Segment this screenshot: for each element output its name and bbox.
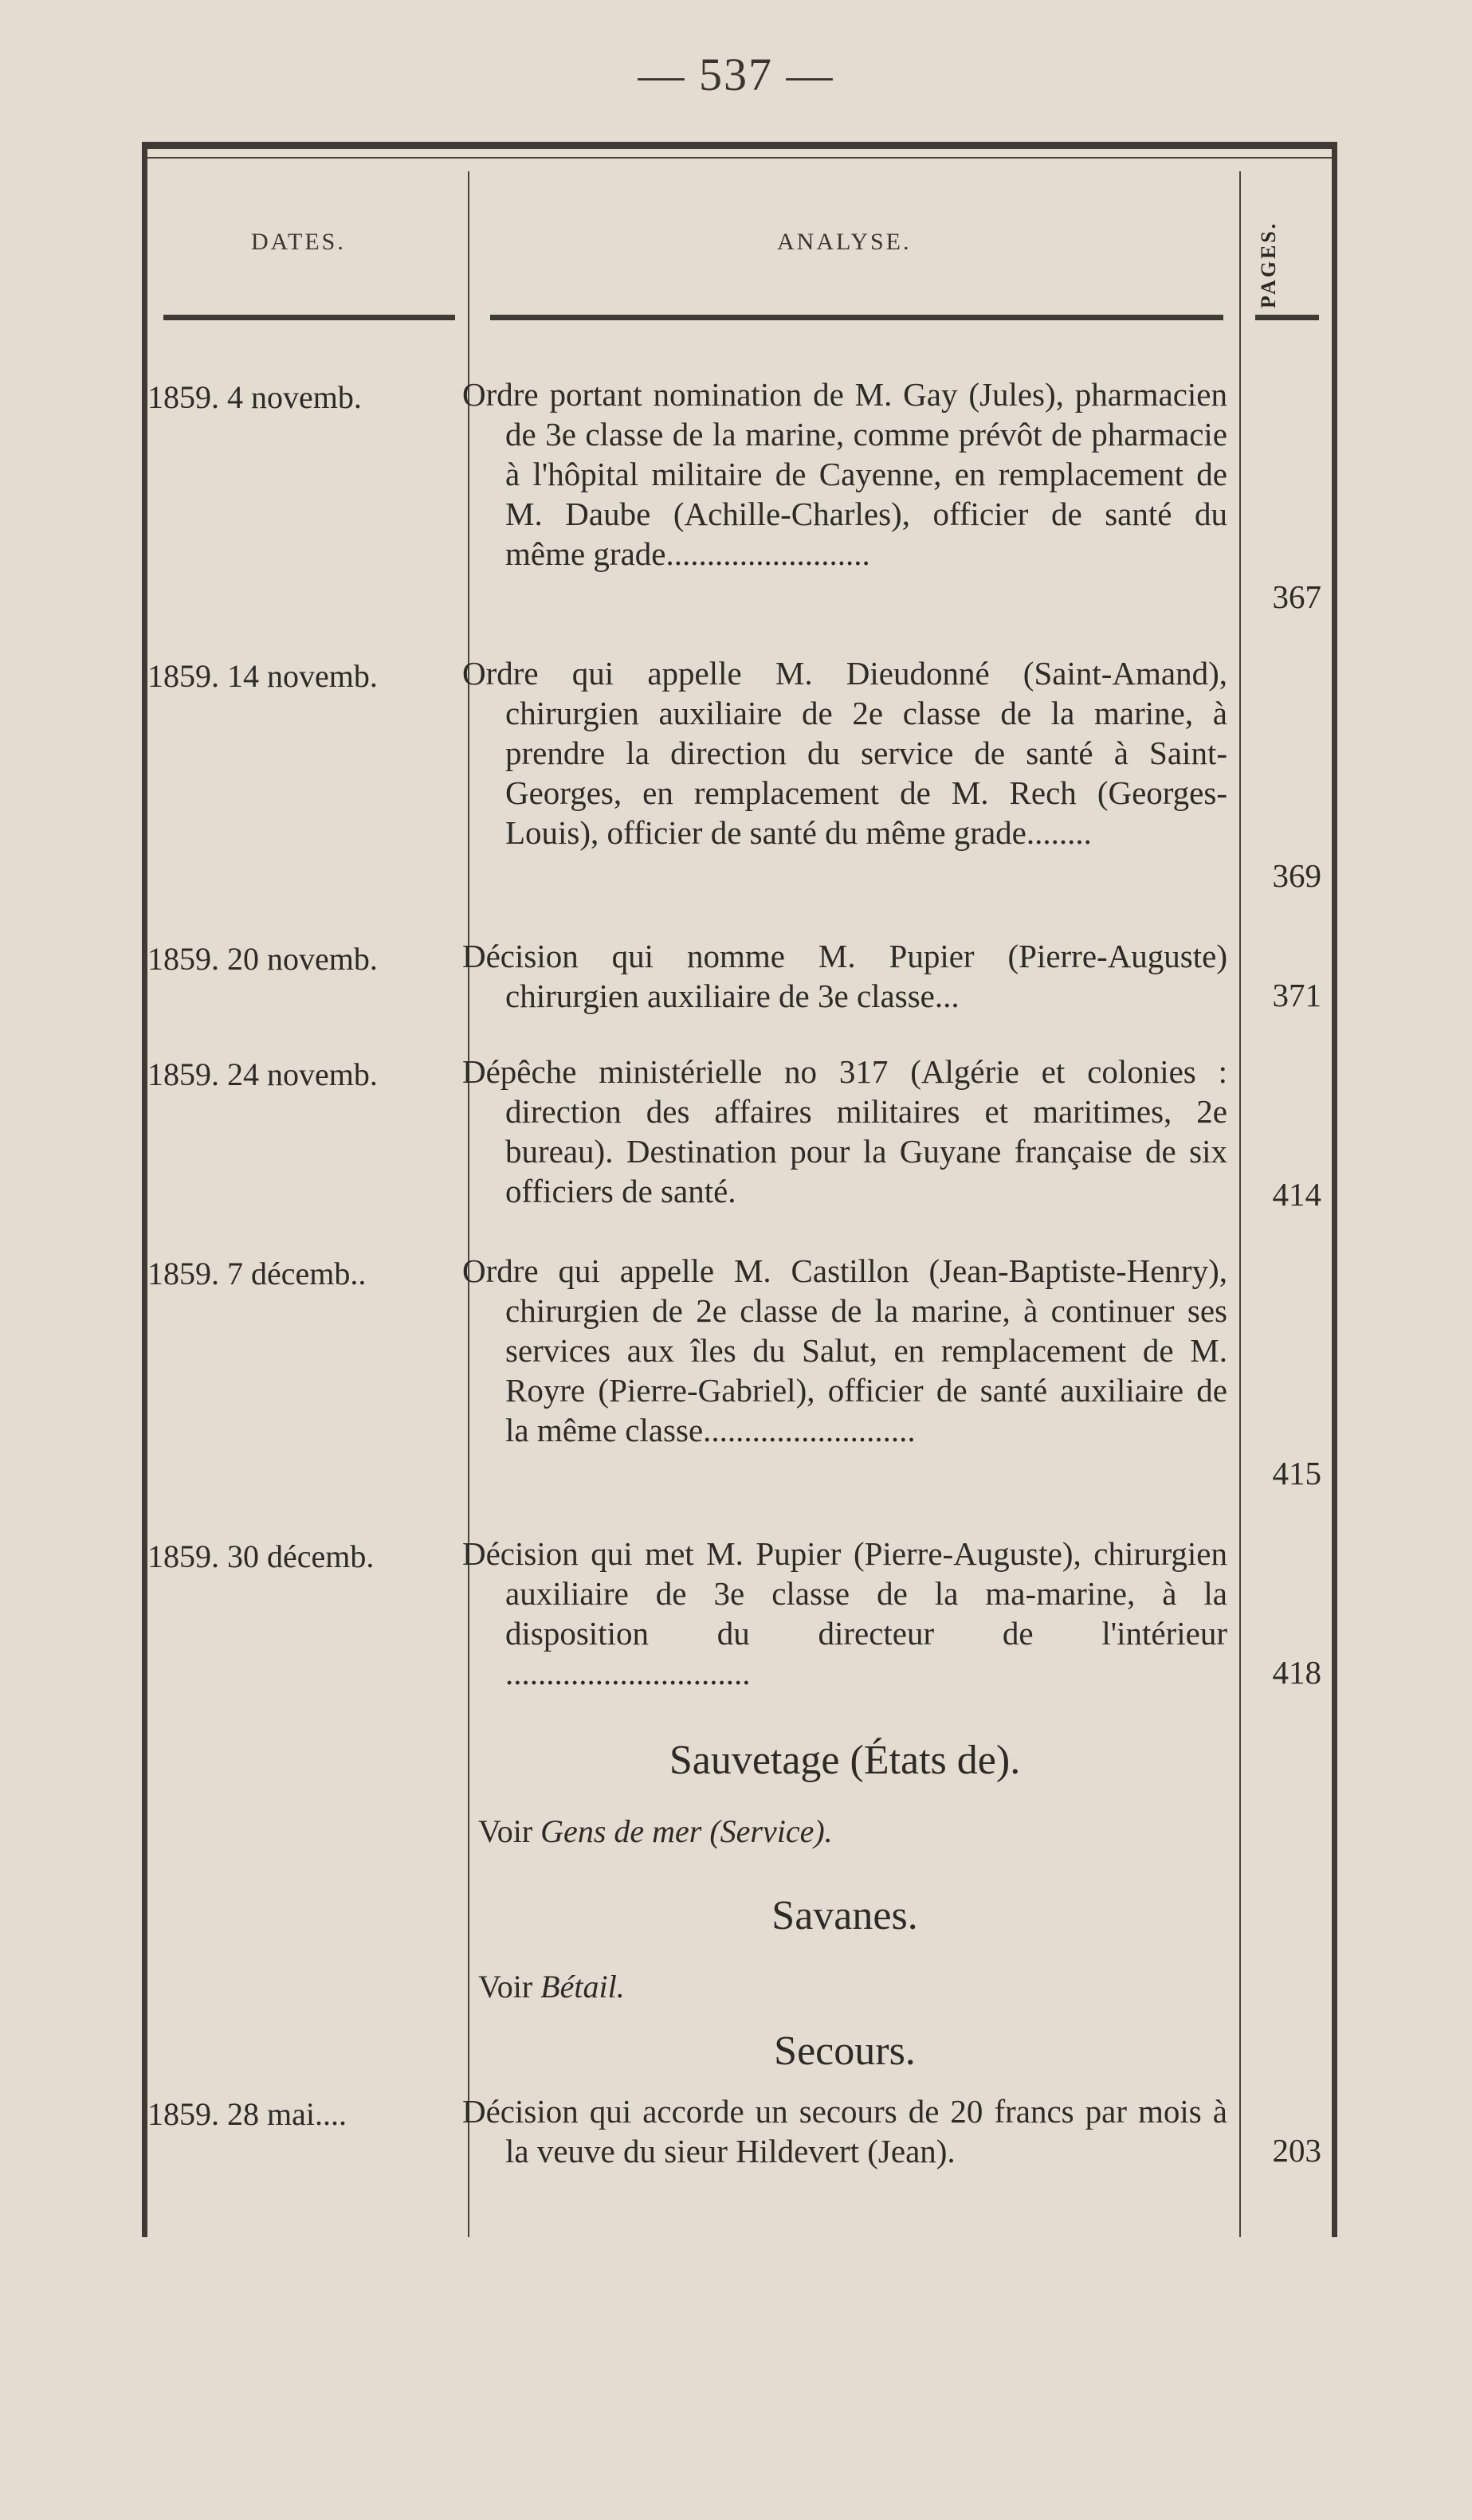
entry-page-ref: 418	[1272, 1654, 1321, 1691]
entry-date: 1859. 4 novemb.	[147, 379, 362, 415]
header-rule-dates	[163, 315, 455, 320]
cross-reference	[478, 1968, 625, 2005]
header-double-rule	[147, 157, 1332, 159]
entry-date: 1859. 24 novemb.	[147, 1056, 378, 1092]
header-analyse: ANALYSE.	[777, 229, 912, 255]
entry-text	[462, 653, 1227, 852]
entry-text	[462, 374, 1227, 574]
entry-text-body: Décision qui met M. Pupier (Pierre-Auguste), chirurgien auxiliaire de 3e classe de la ma-marine, à la disposition du directeur de l'intérieur ..............................	[462, 1535, 1227, 1691]
cross-reference-target: Gens de mer (Service).	[540, 1813, 833, 1849]
header-rule-analyse	[490, 315, 1223, 320]
entry-text-body: Décision qui accorde un secours de 20 francs par mois à la veuve du sieur Hildevert (Jean).	[462, 2093, 1227, 2169]
entry-page-ref: 414	[1272, 1176, 1321, 1213]
section-title: Sauvetage (États de).	[669, 1738, 1021, 1783]
entry-text-body: Ordre qui appelle M. Dieudonné (Saint-Amand), chirurgien auxiliaire de 2e classe de la marine, à prendre la direction du service de santé à Saint-Georges, en remplacement de M. Rech (Georges-Louis), officier de santé du même grade........	[462, 655, 1227, 851]
cross-reference-prefix: Voir	[478, 1813, 533, 1849]
entry-text-body: Ordre portant nomination de M. Gay (Jules), pharmacien de 3e classe de la marine, comme prévôt de pharmacie à l'hôpital militaire de Cayenne, en remplacement de M. Daube (Achille-Charles), officier de santé du même grade.........................	[462, 376, 1227, 572]
entry-page-ref: 369	[1272, 857, 1321, 894]
header-dates: DATES.	[251, 229, 346, 255]
entry-text	[462, 1534, 1227, 1693]
entry-page-ref: 371	[1272, 977, 1321, 1013]
entry-date: 1859. 30 décemb.	[147, 1538, 375, 1574]
cross-reference-prefix: Voir	[478, 1969, 533, 2005]
section-title: Secours.	[774, 2028, 916, 2074]
header-pages: PAGES.	[1257, 221, 1280, 308]
entry-text-body: Ordre qui appelle M. Castillon (Jean-Baptiste-Henry), chirurgien de 2e classe de la marine, à continuer ses services aux îles du Salut, en remplacement de M. Royre (Pierre-Gabriel), officier de santé auxiliaire de la même classe..........................	[462, 1252, 1227, 1448]
entry-date: 1859. 20 novemb.	[147, 941, 378, 977]
entry-date: 1859. 28 mai....	[147, 2096, 347, 2132]
page-number: — 537 —	[638, 49, 834, 100]
section-title: Savanes.	[771, 1893, 918, 1938]
entry-page-ref: 415	[1272, 1455, 1321, 1491]
column-divider-pages	[1239, 171, 1241, 2237]
entry-text	[462, 1251, 1227, 1450]
cross-reference	[478, 1813, 833, 1850]
entry-text-body: Dépêche ministérielle no 317 (Algérie et colonies : direction des affaires militaires et maritimes, 2e bureau). Destination pour la Guyane française de six officiers de santé.	[462, 1053, 1227, 1209]
cross-reference-target: Bétail.	[540, 1969, 625, 2005]
entry-date: 1859. 7 décemb..	[147, 1256, 367, 1291]
header-rule-pages	[1255, 315, 1319, 320]
entry-date: 1859. 14 novemb.	[147, 658, 378, 694]
entry-text	[462, 1052, 1227, 1211]
entry-page-ref: 203	[1272, 2132, 1321, 2169]
entry-text	[462, 936, 1227, 1016]
entry-page-ref: 367	[1272, 578, 1321, 615]
entry-text	[462, 2091, 1227, 2171]
entry-text-body: Décision qui nomme M. Pupier (Pierre-Auguste) chirurgien auxiliaire de 3e classe...	[462, 938, 1227, 1014]
